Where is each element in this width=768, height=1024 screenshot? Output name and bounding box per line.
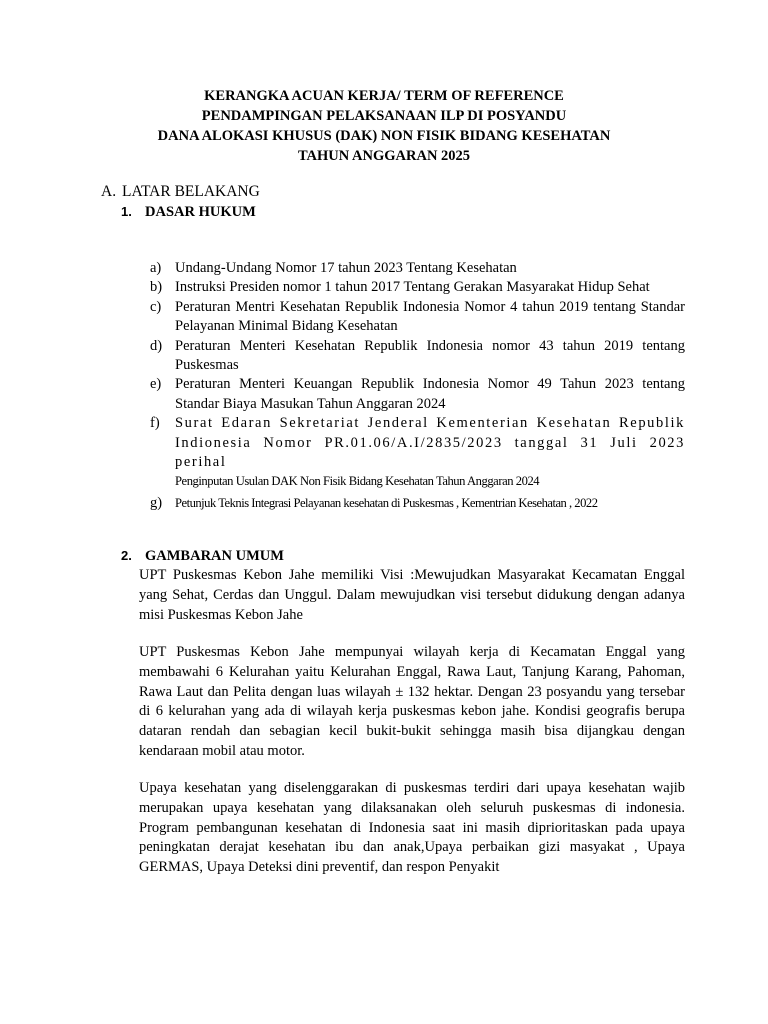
section-1-title: DASAR HUKUM (145, 204, 256, 220)
list-item-text: Penginputan Usulan DAK Non Fisik Bidang Kesehatan Tahun Anggaran 2024 (175, 474, 540, 489)
section-1-heading (121, 202, 256, 222)
list-item-text: Peraturan Menteri Keuangan Republik Indonesia Nomor 49 Tahun 2023 tentang Standar Biaya Masukan Tahun Anggaran 2024 (175, 376, 685, 412)
list-item-continuation (150, 472, 685, 491)
document-title (0, 86, 768, 166)
list-item (150, 278, 685, 297)
section-a-heading (101, 182, 260, 202)
title-line-3: DANA ALOKASI KHUSUS (DAK) NON FISIK BIDANG KESEHATAN (157, 128, 611, 144)
list-marker: a) (150, 260, 162, 276)
list-item-text: Peraturan Mentri Kesehatan Republik Indonesia Nomor 4 tahun 2019 tentang Standar Pelayanan Minimal Bidang Kesehatan (175, 298, 685, 335)
list-marker: f) (150, 415, 160, 432)
paragraph-work-area: UPT Puskesmas Kebon Jahe mempunyai wilayah kerja di Kecamatan Enggal yang membawahi 6 Kelurahan yaitu Kelurahan Enggal, Rawa Laut, Tanjung Karang, Pahoman, Rawa Laut dan Pelita dengan luas wilayah ± 132 hektar. Dengan 23 posyandu yang tersebar di 6 kelurahan yang ada di wilayah kerja puskesmas kebon jahe. Kondisi geografis berupa dataran rendah dan sebagian kecil bukit-bukit sehingga masih bisa dijangkau dengan kendaraan mobil atau motor. (139, 644, 685, 759)
list-item-text: Petunjuk Teknis Integrasi Pelayanan kesehatan di Puskesmas , Kementrian Kesehatan , 2022 (175, 495, 598, 510)
title-line-2: PENDAMPINGAN PELAKSANAAN ILP DI POSYANDU (201, 108, 567, 124)
list-item (150, 494, 685, 513)
list-item-text: Peraturan Menteri Kesehatan Republik Indonesia nomor 43 tahun 2019 tentang Puskesmas (175, 337, 685, 374)
legal-basis-list (150, 259, 685, 513)
list-marker: e) (150, 376, 162, 393)
section-2-title: GAMBARAN UMUM (145, 548, 284, 564)
paragraph-health-efforts: Upaya kesehatan yang diselenggarakan di puskesmas terdiri dari upaya kesehatan wajib merupakan upaya kesehatan yang dilaksanakan oleh seluruh puskesmas di indonesia. Program pembangunan kesehatan di Indonesia saat ini masih diprioritaskan pada upaya peningkatan derajat kesehatan ibu dan anak,Upaya perbaikan gizi masyakat , Upaya GERMAS, Upaya Deteksi dini preventif, dan respon Penyakit (139, 780, 685, 876)
paragraph-vision: UPT Puskesmas Kebon Jahe memiliki Visi :Mewujudkan Masyarakat Kecamatan Enggal yang Sehat, Cerdas dan Unggul. Dalam mewujudkan visi tersebut didukung dengan adanya misi Puskesmas Kebon Jahe (139, 567, 685, 623)
section-2-number: 2. (121, 548, 132, 563)
list-marker: g) (150, 494, 163, 511)
list-item-text: Instruksi Presiden nomor 1 tahun 2017 Tentang Gerakan Masyarakat Hidup Sehat (175, 279, 650, 296)
section-a-label: A. (101, 183, 117, 200)
title-line-4: TAHUN ANGGARAN 2025 (297, 148, 471, 164)
list-item-text: Undang-Undang Nomor 17 tahun 2023 Tentang Kesehatan (175, 260, 517, 276)
list-item (150, 375, 685, 414)
title-line-1: KERANGKA ACUAN KERJA/ TERM OF REFERENCE (204, 88, 564, 104)
list-item (150, 298, 685, 337)
list-marker: d) (150, 337, 163, 354)
list-item-text: Surat Edaran Sekretariat Jenderal Kementerian Kesehatan Republik Indionesia Nomor PR.01.06/A.I/2835/2023 tanggal 31 Juli 2023 perihal (175, 415, 685, 471)
list-marker: b) (150, 279, 163, 296)
section-a-title: LATAR BELAKANG (122, 183, 260, 200)
list-item (150, 337, 685, 376)
section-2-heading (121, 546, 284, 566)
list-item (150, 414, 685, 472)
list-item (150, 259, 685, 278)
section-1-number: 1. (121, 204, 132, 219)
list-marker: c) (150, 298, 162, 315)
